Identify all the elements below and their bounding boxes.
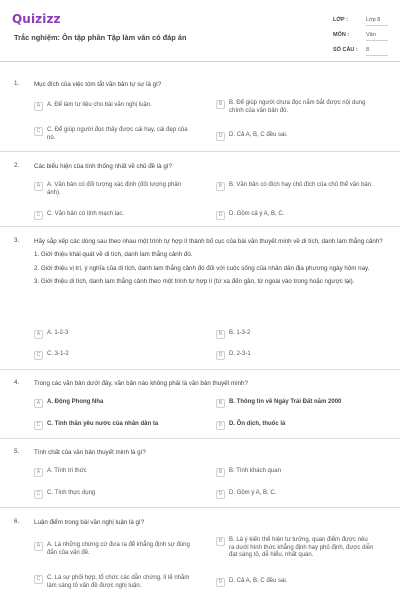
option-a[interactable]	[34, 542, 192, 557]
option-letter: C	[34, 490, 43, 499]
option-letter: B	[216, 182, 225, 191]
option-text: A. Văn bản có đối tượng xác định (đối tượng phản ánh).	[47, 182, 181, 196]
option-b[interactable]	[216, 330, 374, 339]
option-text: A. Tính tri thức	[47, 468, 87, 474]
option-letter: B	[216, 330, 225, 339]
question-line: 3. Giới thiệu di tích, danh lam thắng cảnh theo một trình tự hợp lí (từ xa đến gần, từ ngoài vào trong hoặc ngược lại).	[34, 278, 355, 286]
subject-value: Văn	[366, 32, 388, 41]
option-text: A. Động Phong Nha	[47, 399, 104, 405]
option-letter: B	[216, 100, 225, 109]
option-text: A. Để làm tư liệu cho bài văn nghị luận.	[47, 102, 152, 108]
option-letter: D	[216, 351, 225, 360]
option-text: C. Văn bản có tính mạch lạc.	[47, 211, 125, 217]
option-letter: A	[34, 542, 43, 551]
option-text: C. 3-1-2	[47, 351, 69, 357]
option-a[interactable]	[34, 102, 192, 111]
question-line: 2. Giới thiệu vị trí, ý nghĩa của di tích, danh lam thắng cảnh đó đối với cuộc sống của nhân dân địa phương ngày hôm nay.	[34, 264, 370, 272]
question-text	[34, 518, 389, 527]
option-a[interactable]	[34, 399, 192, 408]
question-count-label: SỐ CÂU :	[333, 47, 358, 53]
worksheet-header	[0, 0, 400, 62]
option-text: A. Là những chứng cứ đưa ra để khẳng định sự đúng đắn của vấn đề.	[47, 542, 190, 556]
subject-label: MÔN :	[333, 32, 350, 38]
question-number: 1.	[14, 80, 20, 87]
grade-label: LỚP :	[333, 17, 348, 23]
option-c[interactable]	[34, 211, 192, 220]
question-number: 2.	[14, 162, 20, 169]
divider	[0, 507, 400, 508]
question-text	[34, 80, 389, 89]
divider	[0, 226, 400, 227]
option-text: D. Cả A, B, C đều sai.	[229, 132, 288, 138]
option-text: B. 1-3-2	[229, 330, 251, 336]
option-d[interactable]	[216, 421, 374, 430]
option-text: B. Văn bản có đích hay chủ đích của chủ thể văn bản.	[229, 182, 373, 188]
option-b[interactable]	[216, 100, 374, 115]
option-text: A. 1-2-3	[47, 330, 69, 336]
option-text: D. Ôn dịch, thuốc lá	[229, 421, 286, 427]
option-letter: D	[216, 578, 225, 587]
question-number: 5.	[14, 448, 20, 455]
question-number: 3.	[14, 237, 20, 244]
question-line: Các biểu hiện của tính thống nhất về chủ đề là gì?	[34, 163, 172, 170]
option-text: D. Gồm cả ý A, B, C.	[229, 211, 285, 217]
option-letter: A	[34, 468, 43, 477]
divider	[0, 369, 400, 370]
option-b[interactable]	[216, 537, 374, 560]
option-c[interactable]	[34, 490, 192, 499]
question-text	[34, 162, 389, 171]
question-line: Luận điểm trong bài văn nghị luận là gì?	[34, 519, 145, 526]
option-c[interactable]	[34, 421, 192, 430]
option-b[interactable]	[216, 468, 374, 477]
question-line: 1. Giới thiệu khái quát về di tích, danh lam thắng cảnh đó.	[34, 251, 193, 259]
option-text: C. Tính thực dụng	[47, 490, 96, 496]
option-b[interactable]	[216, 399, 374, 408]
option-letter: D	[216, 421, 225, 430]
option-text: C. Tinh thần yêu nước của nhân dân ta	[47, 421, 159, 427]
option-text: D. 2-3-1	[229, 351, 251, 357]
option-d[interactable]	[216, 578, 374, 587]
option-d[interactable]	[216, 490, 374, 499]
worksheet-title: Trắc nghiệm: Ôn tập phần Tập làm văn có đáp án	[14, 33, 187, 42]
option-d[interactable]	[216, 351, 374, 360]
grade-value: Lớp 8	[366, 17, 388, 26]
option-text: D. Gồm ý A, B, C.	[229, 490, 277, 496]
option-letter: A	[34, 399, 43, 408]
question-text	[34, 237, 389, 287]
option-text: B. Để giúp người chưa đọc nắm bắt được nội dung chính của văn bản đó.	[229, 100, 366, 114]
option-letter: C	[34, 211, 43, 220]
option-letter: D	[216, 211, 225, 220]
question-count-value: 8	[366, 47, 388, 56]
option-letter: B	[216, 537, 225, 546]
question-number: 6.	[14, 518, 20, 525]
option-a[interactable]	[34, 182, 192, 197]
option-letter: C	[34, 421, 43, 430]
option-letter: D	[216, 490, 225, 499]
option-text: B. Tính khách quan	[229, 468, 281, 474]
divider	[0, 151, 400, 152]
question-line: Hãy sắp xếp các dòng sau theo nhau một trình tự hợp lí thành bố cục của bài văn thuyết minh về di tích, danh lam thắng cảnh?	[34, 238, 383, 245]
question-number: 4.	[14, 379, 20, 386]
option-letter: B	[216, 399, 225, 408]
question-text	[34, 448, 389, 457]
option-letter: C	[34, 351, 43, 360]
option-letter: D	[216, 132, 225, 141]
option-letter: A	[34, 182, 43, 191]
option-b[interactable]	[216, 182, 374, 191]
option-letter: C	[34, 575, 43, 584]
option-text: B. Thông tin về Ngày Trái Đất năm 2000	[229, 399, 342, 405]
option-c[interactable]	[34, 351, 192, 360]
option-text: B. Là ý kiến thể hiện tư tưởng, quan điểm được nêu ra dưới hình thức khẳng định hay phủ định, được diễn đạt sáng tỏ, dễ hiểu, nhất quán.	[229, 537, 374, 559]
option-c[interactable]	[34, 127, 192, 142]
option-letter: A	[34, 102, 43, 111]
option-text: C. Là sự phối hợp, tổ chức các dẫn chứng, lí lẽ nhằm làm sáng tỏ vấn đề được nghị luận.	[47, 575, 190, 589]
divider	[0, 438, 400, 439]
question-line: Trong các văn bản dưới đây, văn bản nào không phải là văn bản thuyết minh?	[34, 380, 248, 387]
question-line: Mục đích của việc tóm tắt văn bản tự sự là gì?	[34, 81, 162, 88]
question-text	[34, 379, 389, 388]
option-d[interactable]	[216, 132, 374, 141]
option-letter: B	[216, 468, 225, 477]
option-a[interactable]	[34, 330, 192, 339]
option-text: C. Để giúp người đọc thấy được cái hay, cái đẹp của nó.	[47, 127, 188, 141]
option-letter: C	[34, 127, 43, 136]
option-a[interactable]	[34, 468, 192, 477]
option-c[interactable]	[34, 575, 192, 590]
quizizz-logo: Quizizz	[12, 12, 61, 26]
question-line: Tính chất của văn bản thuyết minh là gì?	[34, 449, 146, 456]
option-d[interactable]	[216, 211, 374, 220]
option-letter: A	[34, 330, 43, 339]
option-text: D. Cả A, B, C đều sai.	[229, 578, 288, 584]
